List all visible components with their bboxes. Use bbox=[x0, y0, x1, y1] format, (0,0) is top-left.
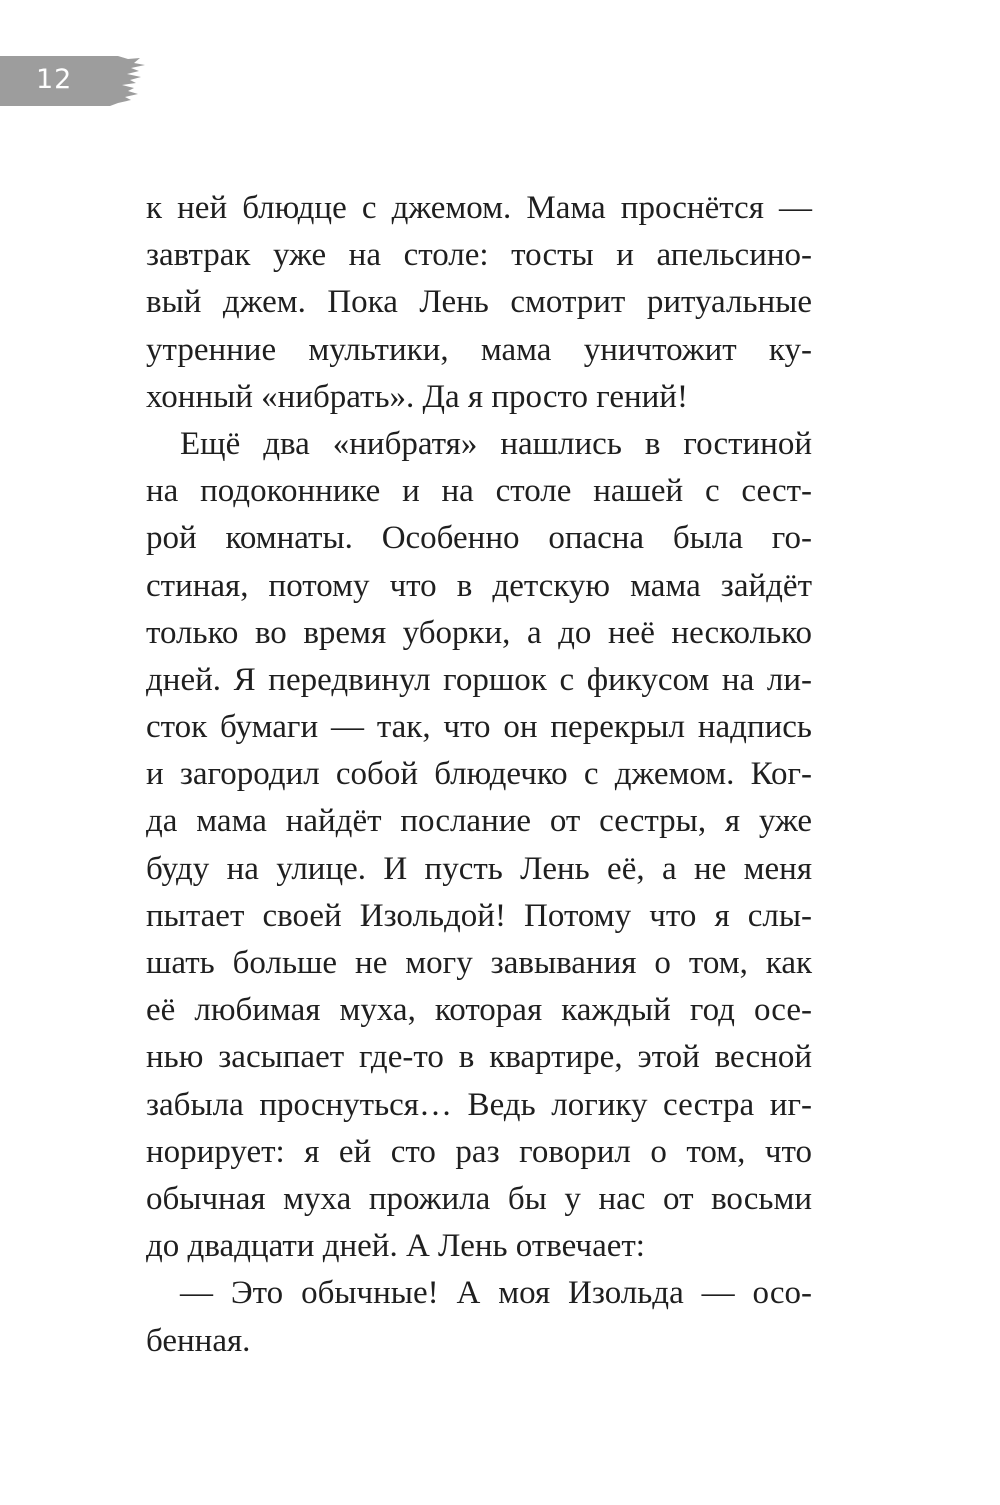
text-line: бенная. bbox=[146, 1322, 251, 1359]
text-line: рой комнаты. Особенно опасна была го- bbox=[146, 520, 812, 557]
text-line: утренние мультики, мама уничтожит ку- bbox=[146, 331, 812, 368]
text-line: нью засыпает где-то в квартире, этой весной bbox=[146, 1039, 812, 1076]
text-line: дней. Я передвинул горшок с фикусом на ли- bbox=[146, 661, 812, 698]
text-line: до двадцати дней. А Лень отвечает: bbox=[146, 1228, 645, 1265]
page-number: 12 bbox=[36, 64, 73, 95]
text-line: и загородил собой блюдечко с джемом. Ког- bbox=[146, 756, 812, 793]
paragraph bbox=[146, 185, 812, 421]
text-line: пытает своей Изольдой! Потому что я слы- bbox=[146, 897, 812, 934]
text-line: сток бумаги — так, что он перекрыл надпись bbox=[146, 709, 812, 746]
text-line: на подоконнике и на столе нашей с сест- bbox=[146, 473, 812, 510]
text-line: хонный «нибрать». Да я просто гений! bbox=[146, 378, 688, 415]
text-line: норирует: я ей сто раз говорил о том, что bbox=[146, 1133, 812, 1170]
text-line: да мама найдёт послание от сестры, я уже bbox=[146, 803, 812, 840]
text-line: обычная муха прожила бы у нас от восьми bbox=[146, 1180, 812, 1217]
text-line: забыла проснуться… Ведь логику сестра иг- bbox=[146, 1086, 812, 1123]
text-line: стиная, потому что в детскую мама зайдёт bbox=[146, 567, 812, 604]
text-line: буду на улице. И пусть Лень её, а не меня bbox=[146, 850, 812, 887]
paragraph-dialogue bbox=[146, 1270, 812, 1364]
text-line: только во время уборки, а до неё несколько bbox=[146, 614, 812, 651]
paragraph bbox=[146, 421, 812, 1270]
text-line: шать больше не могу завывания о том, как bbox=[146, 945, 812, 981]
text-line: — Это обычные! А моя Изольда — осо- bbox=[180, 1275, 812, 1312]
text-line: Ещё два «нибратя» нашлись в гостиной bbox=[180, 425, 812, 462]
text-line: вый джем. Пока Лень смотрит ритуальные bbox=[146, 284, 812, 321]
text-line: завтрак уже на столе: тосты и апельсино- bbox=[146, 237, 812, 274]
body-text bbox=[146, 185, 812, 1365]
page-number-tab bbox=[0, 56, 150, 106]
text-line: её любимая муха, которая каждый год осе- bbox=[146, 992, 812, 1029]
text-line: к ней блюдце с джемом. Мама проснётся — bbox=[146, 190, 812, 226]
